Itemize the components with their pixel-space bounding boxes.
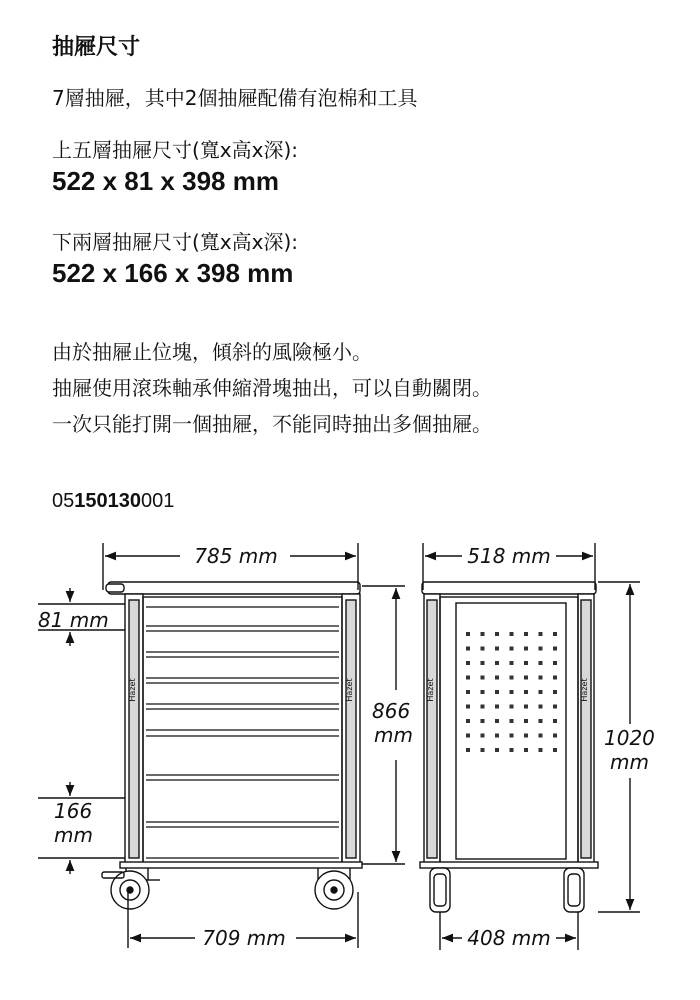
pegboard-hole — [495, 748, 499, 752]
dim-drawer-large-num: 166 — [54, 799, 93, 823]
brand-front-right: Hazet — [345, 678, 354, 702]
pegboard-hole — [524, 734, 528, 738]
pegboard-hole — [553, 690, 557, 694]
pegboard-hole — [466, 705, 470, 709]
pegboard-hole — [510, 676, 514, 680]
pegboard-hole — [481, 647, 485, 651]
note-interlock: 一次只能打開一個抽屜，不能同時抽出多個抽屜。 — [52, 412, 492, 436]
pegboard-hole — [481, 748, 485, 752]
pegboard-hole — [495, 719, 499, 723]
pegboard-hole — [466, 647, 470, 651]
pegboard-hole — [539, 632, 543, 636]
pegboard-hole — [524, 632, 528, 636]
code-prefix: 05 — [52, 490, 75, 512]
pegboard-hole — [524, 661, 528, 665]
pegboard-hole — [466, 690, 470, 694]
brand-side-right: Hazet — [580, 678, 589, 702]
pegboard-hole — [553, 661, 557, 665]
pegboard-hole — [481, 632, 485, 636]
pegboard-hole — [481, 676, 485, 680]
dim-total-height-unit: mm — [610, 750, 649, 774]
pegboard-hole — [524, 705, 528, 709]
pegboard-hole — [481, 719, 485, 723]
drawers-info: 7層抽屜，其中2個抽屜配備有泡棉和工具 — [52, 86, 418, 110]
pegboard-hole — [481, 705, 485, 709]
pegboard-hole — [466, 734, 470, 738]
pegboard-hole — [510, 647, 514, 651]
lower-drawers-dims: 522 x 166 x 398 mm — [52, 258, 294, 288]
dim-width-top: 785 mm — [194, 544, 278, 568]
front-view — [38, 543, 405, 948]
pegboard-hole — [510, 632, 514, 636]
pegboard-hole — [553, 632, 557, 636]
page-title: 抽屜尺寸 — [52, 35, 141, 60]
pegboard-hole — [510, 705, 514, 709]
dim-depth-bottom: 408 mm — [467, 926, 551, 950]
pegboard-hole — [466, 632, 470, 636]
pegboard-hole — [553, 647, 557, 651]
pegboard-hole — [466, 748, 470, 752]
pegboard-hole — [495, 705, 499, 709]
pegboard-hole — [553, 719, 557, 723]
pegboard-hole — [539, 734, 543, 738]
pegboard-hole — [466, 661, 470, 665]
pegboard-hole — [466, 719, 470, 723]
pegboard-hole — [481, 661, 485, 665]
pegboard-hole — [539, 647, 543, 651]
dim-drawer-small: 81 mm — [38, 608, 109, 632]
note-tilt: 由於抽屜止位塊，傾斜的風險極小。 — [52, 340, 372, 364]
pegboard-hole — [510, 748, 514, 752]
note-bearing: 抽屜使用滾珠軸承伸縮滑塊抽出，可以自動關閉。 — [52, 376, 492, 400]
upper-drawers-dims: 522 x 81 x 398 mm — [52, 166, 279, 196]
pegboard-hole — [524, 719, 528, 723]
brand-front-left: Hazet — [128, 678, 137, 702]
dim-body-height-unit: mm — [374, 723, 413, 747]
dim-body-height-num: 866 — [372, 699, 411, 723]
pegboard-hole — [495, 734, 499, 738]
pegboard-hole — [510, 734, 514, 738]
dim-depth-top: 518 mm — [467, 544, 551, 568]
pegboard-hole — [495, 676, 499, 680]
pegboard-hole — [553, 705, 557, 709]
pegboard-hole — [466, 676, 470, 680]
brand-side-left: Hazet — [426, 678, 435, 702]
pegboard-hole — [539, 676, 543, 680]
lower-drawers-label: 下兩層抽屜尺寸(寬x高x深): — [52, 230, 299, 254]
code-suffix: 001 — [141, 490, 175, 512]
pegboard-hole — [539, 748, 543, 752]
pegboard-hole — [510, 719, 514, 723]
pegboard-hole — [495, 647, 499, 651]
pegboard-hole — [510, 661, 514, 665]
dim-drawer-large-unit: mm — [54, 823, 93, 847]
pegboard-hole — [510, 690, 514, 694]
pegboard-hole — [495, 661, 499, 665]
pegboard-hole — [481, 734, 485, 738]
pegboard-hole — [539, 719, 543, 723]
pegboard-hole — [553, 748, 557, 752]
pegboard-hole — [481, 690, 485, 694]
pegboard-hole — [524, 647, 528, 651]
pegboard-hole — [539, 705, 543, 709]
pegboard-holes — [466, 632, 557, 752]
pegboard-hole — [524, 690, 528, 694]
upper-drawers-label: 上五層抽屜尺寸(寬x高x深): — [52, 138, 299, 162]
pegboard-hole — [553, 676, 557, 680]
pegboard-hole — [553, 734, 557, 738]
pegboard-hole — [524, 676, 528, 680]
code-bold: 150130 — [74, 490, 141, 512]
pegboard-hole — [539, 690, 543, 694]
pegboard-hole — [495, 632, 499, 636]
dim-width-bottom: 709 mm — [202, 926, 286, 950]
dim-total-height-num: 1020 — [604, 726, 655, 750]
pegboard-hole — [524, 748, 528, 752]
pegboard-hole — [495, 690, 499, 694]
pegboard-hole — [539, 661, 543, 665]
